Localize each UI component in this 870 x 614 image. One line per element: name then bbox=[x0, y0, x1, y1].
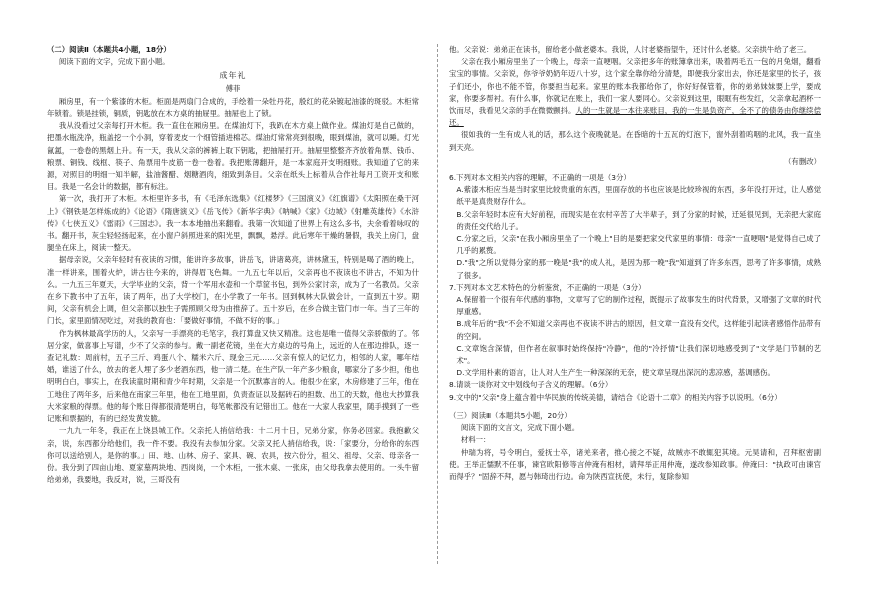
essay-author: 傅菲 bbox=[225, 83, 241, 93]
column-divider bbox=[437, 44, 438, 564]
option: D."我"之所以觉得分家的那一晚是"我"的成人礼，是因为那一晚"我"知道到了许多东西，思考了许多事情，成熟了很多。 bbox=[456, 258, 821, 280]
paragraph: 一九九一年冬，我正在上饶县城工作。父亲托人捎信给我：十二月十日，兄弟分家，你务必回家。我抱歉父亲，说，东西都分给他们，我一件不要。我没有去参加分家。父亲又托人捎信给我，说：「家要分，分给你的东西你可以送给别人，是你的事。」田、地、山林、房子、家具、碗、农具，按六份分，祖父、祖母、父亲、母亲各一份。我分到了四亩山地、夏家墓两块地、西岗岗，一个木柜，一张木桌、一张床，由父母我拿去使用的。一头牛留给弟弟，我要地，我反对，说，三哥没有 bbox=[47, 426, 419, 485]
essay-title: 成年礼 bbox=[219, 71, 247, 81]
option: B.成年后的"我"不会不知道父亲再也不夜读不讲古的原因，但文章一直没有交代，这样能引起读者感悟作品带有的空间。 bbox=[456, 319, 821, 341]
option: B.父亲年轻时本应有大好前程，而现实是在农村辛苦了大半辈子，到了分家的时候，迁延很见到，无亲把大家庭的责任交代给儿子。 bbox=[456, 209, 821, 231]
paragraph: 据母亲说，父亲年轻时有夜读的习惯，能讲许多故事，讲岳飞，讲诸葛亮，讲林黛玉，特别是喝了酒的晚上，准一样讲来，围着火炉，讲古往今来的，讲得眉飞色舞。一九五七年以后，父亲再也不夜读也不讲古，不知为什么。一九五三年夏天，大学毕业的父亲，背一个军用水壶和一个草筐书包，到外公家讨亲，成为了一名教员。父亲在乡下教书中了五年，读了两年，出了大学校门，在小学教了一年书。回到枫林大队做会计，一直到五十岁。期间，父亲有机会上调，但父亲都以独生子需照顾父母为由推辞了。五十岁后，在乡合做主管门市一年。当了三年的门长，家里面情况吃过，对我的教育也：「要做好事情，不做不好的事。」 bbox=[47, 255, 419, 326]
option: C.文章饱含深情，但作者在叙事时始终保持"冷静"，他的"冷抒情"让我们深切地感受到了"文学是门节制的艺术"。 bbox=[456, 343, 821, 366]
paragraph: 第一次，我打开了木柜。木柜里许多书，有《毛泽东选集》《红楼梦》《三国演义》《红旗谱》《太阳照在桑干河上》《钢铁是怎样炼成的》《论语》《隋唐演义》《岳飞传》《新华字典》《呐喊》《家》《边城》《射雕英雄传》《水浒传》《七侠五义》《雷雨》《三国志》。我一本本地抽出来翻看。我第一次知道了世界上有这么多书，夫余看着咏叹的书。翻开书，灰尘轻轻扬起来，在小窗户斜照进来的阳光里，飘飘，悬浮。此后寒年干燥的暑假，我关上房门，盘腿坐在床上，阅读一整天。 bbox=[47, 194, 419, 253]
paragraph bbox=[449, 56, 821, 129]
source-note: （有删改） bbox=[784, 156, 821, 166]
paragraph: 作为枫林最高学历的人，父亲写一手漂亮的毛笔字，我打算盘又快又精准。这也是唯一值得父亲骄傲的了。邻居分家，做喜事上写谱，少不了父亲的参与。戴一副老花镜，坐在大方桌边的号角上，远近的人在那边排队，逐一查记礼数：周前村，五子三斤、鸡蛋八个、糯米六斤、现金三元……父亲有惊人的记忆力，相邻的人家，哪年结婚，谁送了什么，放去的老人埋了多少老酒东西，他一清二楚。在生产队一年产多少粮食，哪家分了多少担，他也明明白白，事实上，在我读童时期和青少年时期，父亲是一个沉默寡言的人。他很少在家，木房修建了三年，他在工地住了两年多，后来他在南家三年里，他在工地里面，负责查证以及据砖石的担数、出工的天数，他也大抄算我大米家粮的得票。他的每个账日得都很清楚明白，每笔帐都没有记错出工。他在一大家人我家里，随手摸到了一些记账和票据的，有的已经发黄发脆。 bbox=[47, 328, 419, 424]
question-9: 9.文中的"父亲"身上蕴含着中华民族的传统美德，请结合《论语十二章》的相关内容予以说明。（6分） bbox=[449, 392, 782, 402]
section-heading: （二）阅读Ⅱ（本题共4小题，18分） bbox=[47, 45, 171, 54]
paragraph: 他。父亲说：弟弟正在读书，留给老小做老婆本。我说，人讨老婆指望牛，还讨什么老婆。父亲拱牛给了老三。 bbox=[449, 45, 812, 54]
paragraph-text: 父亲在我小厢房里坐了一个晚上，母亲一直哽咽。父亲把多年的账簿拿出来，吸着两毛五一包的月兔烟，翻看宝宝的事情。父亲说，你爷爷奶奶年迈八十岁，这个家全靠你给分清楚，即便我分家出去，你还是家里的长子，孩子们还小，你也不能不管，你要担当起来。家里的账本我都给你了，你好好保管着，你的弟弟妹妹要上学，要成家，你要多帮衬。有什么事，你就记在账上，我们一家人要同心。父亲说到这里，眼眶有些发红，父亲拿起酒杯一饮而尽，我看见父亲的手在微微颤抖。 bbox=[449, 57, 821, 116]
question-7: 7.下列对本文艺术特色的分析鉴赏，不正确的一项是（3分） bbox=[449, 282, 646, 292]
question-8: 8.请谈一谈你对文中划线句子含义的理解。（6分） bbox=[449, 380, 613, 390]
paragraph: 我从没看过父亲每打开木柜。我一直住在厢房里。在煤油灯下，我趴在木方桌上做作业。煤油灯是自己做的，把墨水瓶洗净，瓶盖挖一个小洞，穿着麦皮一个细管插进棉芯。煤油灯常常亮到很晚，眼到煤油，就可以睡。灯光氤氲，一卷卷的黑烟上升。有一天，我从父亲的裤裤上取下钥匙，把抽屉打开。抽屉里整整齐齐放着角票、钱币、粮票、铜钱、线框、筷子、角票用牛皮筋一卷一卷着。我把账薄翻开，是一本家庭开支明细账。我知道了它的来源，对照目的明细一知半解，盐油酱醋、烟糖酒肉，细致到条目。父亲在纸头上标着从合作社每月工资开支和账目。我是一名会计的数据，都有标注。 bbox=[47, 121, 419, 192]
instruction-3: 阅读下面的文言文，完成下面小题。 bbox=[460, 423, 580, 433]
paragraph: 很如我的一生有成人礼的话，那么这个夜晚就是。在昏暗的十五瓦的灯泡下，窗外刮着呜咽的北风，我一直坐到天亮。 bbox=[449, 130, 821, 152]
option: D.文学用朴素的语言，让人对人生产生一种深深的无奈，使文章呈现出深沉的悲凉感，基调感伤。 bbox=[456, 368, 775, 378]
right-column bbox=[449, 44, 821, 483]
option: A.紫漆木柜应当是当时家里比较贵重的东西，里面存放的书也应该是比较珍视的东西，多年没打开过，让人感觉纸平是真贵财存什么。 bbox=[456, 185, 821, 207]
left-column bbox=[47, 44, 419, 486]
option: A.保留着一个很有年代感的事物，文章写了它的制作过程，既提示了故事发生的时代背景，又增强了文章的时代厚重感。 bbox=[456, 295, 821, 317]
option: C.分家之后，父亲"在我小厢房里坐了一个晚上"目的是要把家交代家里的事情：母亲"一直哽咽"是觉得自己成了几乎的累赘。 bbox=[456, 234, 821, 256]
question-6: 6.下列对本文相关内容的理解，不正确的一项是（3分） bbox=[449, 173, 631, 183]
instruction: 阅读下面的文字，完成下面小题。 bbox=[58, 57, 170, 67]
underlined-sentence: 人的一生就是一本往来账目，我的一生是负资产，全不了的债务由你继续偿还。 bbox=[449, 106, 821, 128]
material-label: 材料一： bbox=[460, 435, 491, 445]
paragraph: 厢房里，有一个紫漆的木柜。柜面是两扇门合成的，手绘着一朵牡丹花，殷红的花朵镀起油漆的斑驳。木柜常年锁着。锁是挂锁，铜质，钥匙放在木方桌的抽屉里。抽屉也上了锁。 bbox=[47, 96, 419, 119]
section-heading-3: （三）阅读Ⅲ（本题共5小题，20分） bbox=[449, 410, 572, 420]
classical-text: 仲瑞为将，号令明白，爱抚士卒，诸羌来者，推心接之不疑，故贼亦不敢辄犯其境。元昊请和，召拜枢密副使。王举正懦默不任事，谏官欧阳修等言仲淹有相材，请拜举正用仲淹，遂改参知政事。仲淹曰："执政可由谏官而得乎？"固辞不拜，愿与韩琦出行边。命为陕西宣抚使，未行，复除参知 bbox=[449, 447, 821, 481]
